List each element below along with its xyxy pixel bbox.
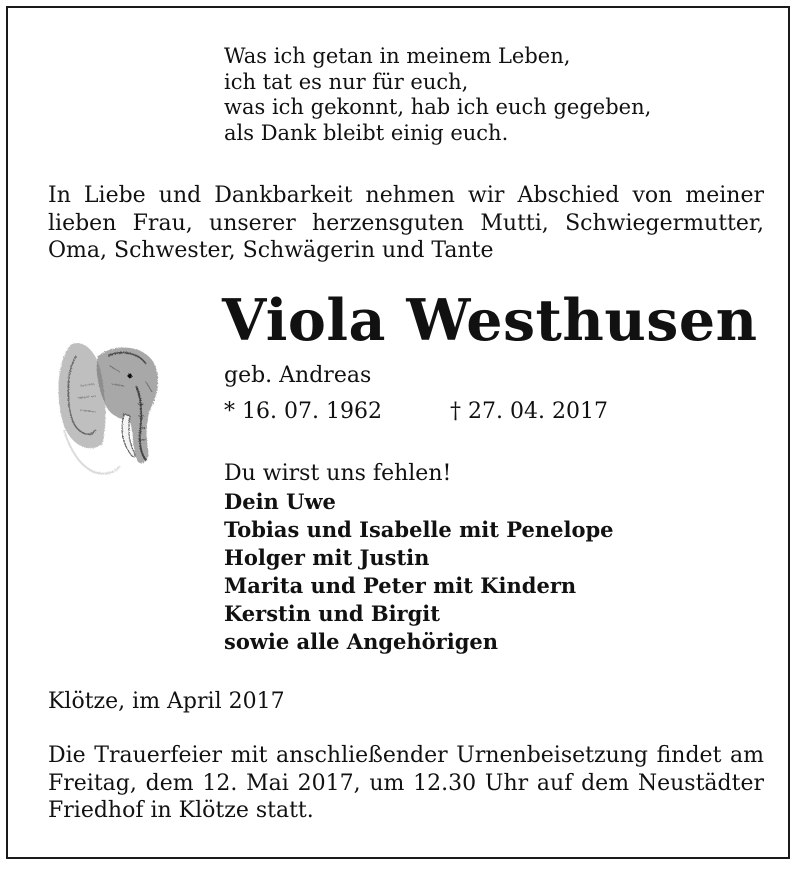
intro-line: In Liebe und Dankbarkeit nehmen wir Abschied von meiner xyxy=(48,183,764,208)
mourner-entry: Tobias und Isabelle mit Penelope xyxy=(224,517,614,542)
death-date: † 27. 04. 2017 xyxy=(450,399,608,424)
poem-line: was ich gekonnt, hab ich euch gegeben, xyxy=(224,95,652,119)
service-line: Freitag, dem 12. Mai 2017, um 12.30 Uhr auf dem Neustädter xyxy=(48,770,764,796)
farewell-line: Du wirst uns fehlen! xyxy=(224,461,452,486)
mourner-entry: Holger mit Justin xyxy=(224,545,430,570)
poem-line: Was ich getan in meinem Leben, xyxy=(224,44,571,68)
birth-name: geb. Andreas xyxy=(224,363,372,388)
intro-line: Oma, Schwester, Schwägerin und Tante xyxy=(48,238,494,263)
place-date: Klötze, im April 2017 xyxy=(48,689,285,714)
mourner-entry: Marita und Peter mit Kindern xyxy=(224,573,577,598)
poem-line: als Dank bleibt einig euch. xyxy=(224,120,509,145)
obituary-notice xyxy=(6,6,790,859)
poem-line: ich tat es nur für euch, xyxy=(224,69,469,94)
mourners-list xyxy=(224,488,614,656)
elephant-sketch-icon xyxy=(50,326,172,476)
service-line: Friedhof in Klötze statt. xyxy=(48,798,314,823)
mourner-entry: Kerstin und Birgit xyxy=(224,601,440,626)
service-line: Die Trauerfeier mit anschließender Urnenbeisetzung findet am xyxy=(48,743,764,768)
mourner-entry: sowie alle Angehörigen xyxy=(224,629,499,654)
funeral-service-info xyxy=(48,742,764,825)
intro-text xyxy=(48,182,764,265)
memorial-poem xyxy=(224,44,651,146)
birth-date: * 16. 07. 1962 xyxy=(224,399,382,424)
mourner-entry: Dein Uwe xyxy=(224,489,336,514)
deceased-name: Viola Westhusen xyxy=(222,287,758,354)
intro-line: lieben Frau, unserer herzensguten Mutti, Schwiegermutter, xyxy=(48,210,764,236)
